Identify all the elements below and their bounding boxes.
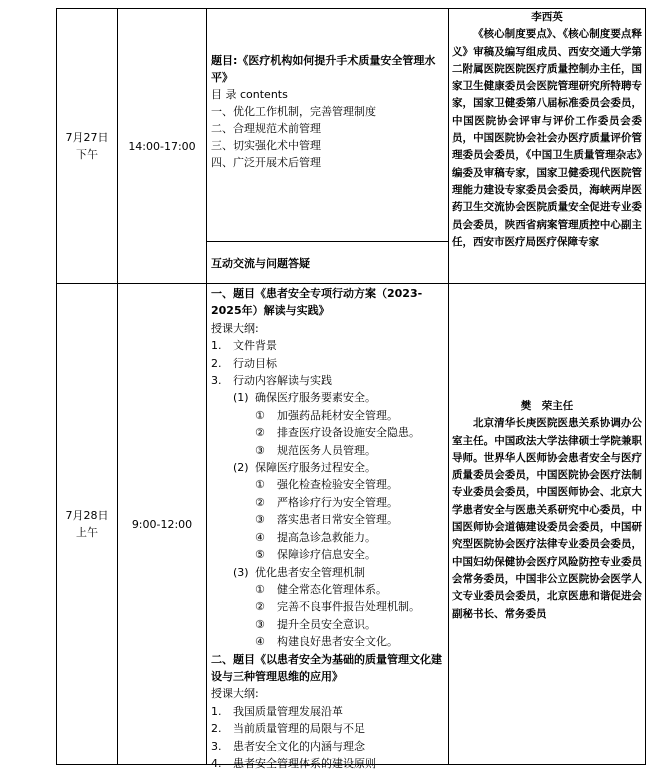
group-sub-item: ④ 构建良好患者安全文化。 (255, 635, 398, 649)
part1-outline-label: 授课大纲: (211, 321, 259, 335)
row1-toc-item: 三、切实强化术中管理 (211, 139, 321, 152)
row1-date: 7月27日 (65, 131, 109, 144)
group-sub-item: ③ 规范医务人员管理。 (255, 443, 376, 457)
row1-time-cell (118, 9, 206, 283)
part1-title: 一、题目《患者安全专项行动方案（2023-2025年）解读与实践》 (211, 287, 423, 318)
row2-date: 7月28日 (65, 509, 109, 522)
row1-topic-title: 题目:《医疗机构如何提升手术质量安全管理水平》 (211, 54, 436, 84)
group-sub-item: ② 排查医疗设备设施安全隐患。 (255, 426, 420, 440)
col-divider-3 (448, 8, 449, 765)
row1-lecturer-intro: 《核心制度要点》、《核心制度要点释义》审稿及编写组成员、西安交通大学第二附属医院医院医疗质量控制办主任，国家卫生健康委员会医院管理研究所特聘专家，国家卫健委第八届标准委员会委员，中国医院协会评审与评价工作委员会委员，中国医院协会社会办医疗质量评价管理委员会委员，《中国卫生质量管理杂志》编委及审稿专家，国家卫健委现代医院管理能力建设专家委员会委员，海峡两岸医药卫生交流协会医院质量安全促进专业委员会委员，陕西省病案管理质控中心副主任，西安市医疗局医疗保障专家 (452, 28, 642, 248)
row1-toc-label: 目 录 contents (211, 88, 288, 101)
group-sub-item: ③ 提升全员安全意识。 (255, 617, 376, 631)
group-heading: (2) 保障医疗服务过程安全。 (233, 461, 376, 475)
part2-outline-label: 授课大纲: (211, 687, 259, 701)
row2-lecturer-intro: 北京清华长庚医院医患关系协调办公室主任。中国政法大学法律硕士学院兼职导师。世界华人医师协会患者安全与医疗质量委员会委员，中国医院协会医疗法制专业委员会委员，中国医师协会、北京大学患者安全与医患关系研究中心委员，中国医师协会道德建设委员会委员，中国研究型医院协会医疗法律专业委员会委员，中国妇幼保健协会医疗风险防控专业委员会常务委员，中国非公立医院协会医学人文专业委员会委员，北京医患和谐促进会副秘书长、常务委员 (452, 417, 642, 620)
group-sub-item: ② 严格诊疗行为安全管理。 (255, 495, 398, 509)
row2-lecturer-cell (452, 398, 642, 623)
row1-period: 下午 (76, 148, 98, 161)
group-sub-item: ⑤ 保障诊疗信息安全。 (255, 548, 376, 562)
row2-period: 上午 (76, 526, 98, 539)
row1-interaction: 互动交流与问题答疑 (211, 257, 310, 270)
part2-title: 二、题目《以患者安全为基础的质量管理文化建设与三种管理思维的应用》 (211, 652, 442, 683)
row1-toc-item: 一、优化工作机制，完善管理制度 (211, 105, 376, 118)
group-sub-item: ① 加强药品耗材安全管理。 (255, 408, 398, 422)
part1-item: 3. 行动内容解读与实践 (211, 374, 332, 388)
col-divider-2 (206, 8, 207, 765)
row1-toc-item: 二、合理规范术前管理 (211, 122, 321, 135)
row2-time-cell (118, 284, 206, 764)
group-heading: (1) 确保医疗服务要素安全。 (233, 391, 376, 405)
row1-lecturer-cell (452, 9, 642, 251)
group-sub-item: ④ 提高急诊急救能力。 (255, 530, 376, 544)
part2-item: 1. 我国质量管理发展沿革 (211, 704, 343, 718)
row1-time: 14:00-17:00 (128, 139, 196, 153)
part2-item: 4. 患者安全管理体系的建设原则 (211, 756, 376, 770)
row1-toc-item: 四、广泛开展术后管理 (211, 156, 321, 169)
row1-content-cell (211, 52, 445, 171)
table-border-right (645, 8, 646, 765)
row1-date-cell (57, 9, 117, 283)
group-sub-item: ② 完善不良事件报告处理机制。 (255, 600, 420, 614)
part1-item: 1. 文件背景 (211, 339, 277, 353)
row1-lecturer-name: 李西英 (531, 11, 563, 23)
row2-lecturer-name: 樊 荣主任 (520, 400, 574, 412)
row2-time: 9:00-12:00 (131, 517, 193, 531)
part2-item: 3. 患者安全文化的内涵与理念 (211, 739, 365, 753)
row2-date-cell (57, 284, 117, 764)
part2-item: 2. 当前质量管理的局限与不足 (211, 722, 365, 736)
schedule-table (56, 8, 646, 770)
group-sub-item: ① 强化检查检验安全管理。 (255, 478, 398, 492)
group-sub-item: ③ 落实患者日常安全管理。 (255, 513, 398, 527)
row1-interaction-divider (207, 241, 448, 242)
row2-content-cell (211, 285, 445, 772)
part1-item: 2. 行动目标 (211, 356, 277, 370)
group-heading: (3) 优化患者安全管理机制 (233, 565, 365, 579)
group-sub-item: ① 健全常态化管理体系。 (255, 582, 387, 596)
